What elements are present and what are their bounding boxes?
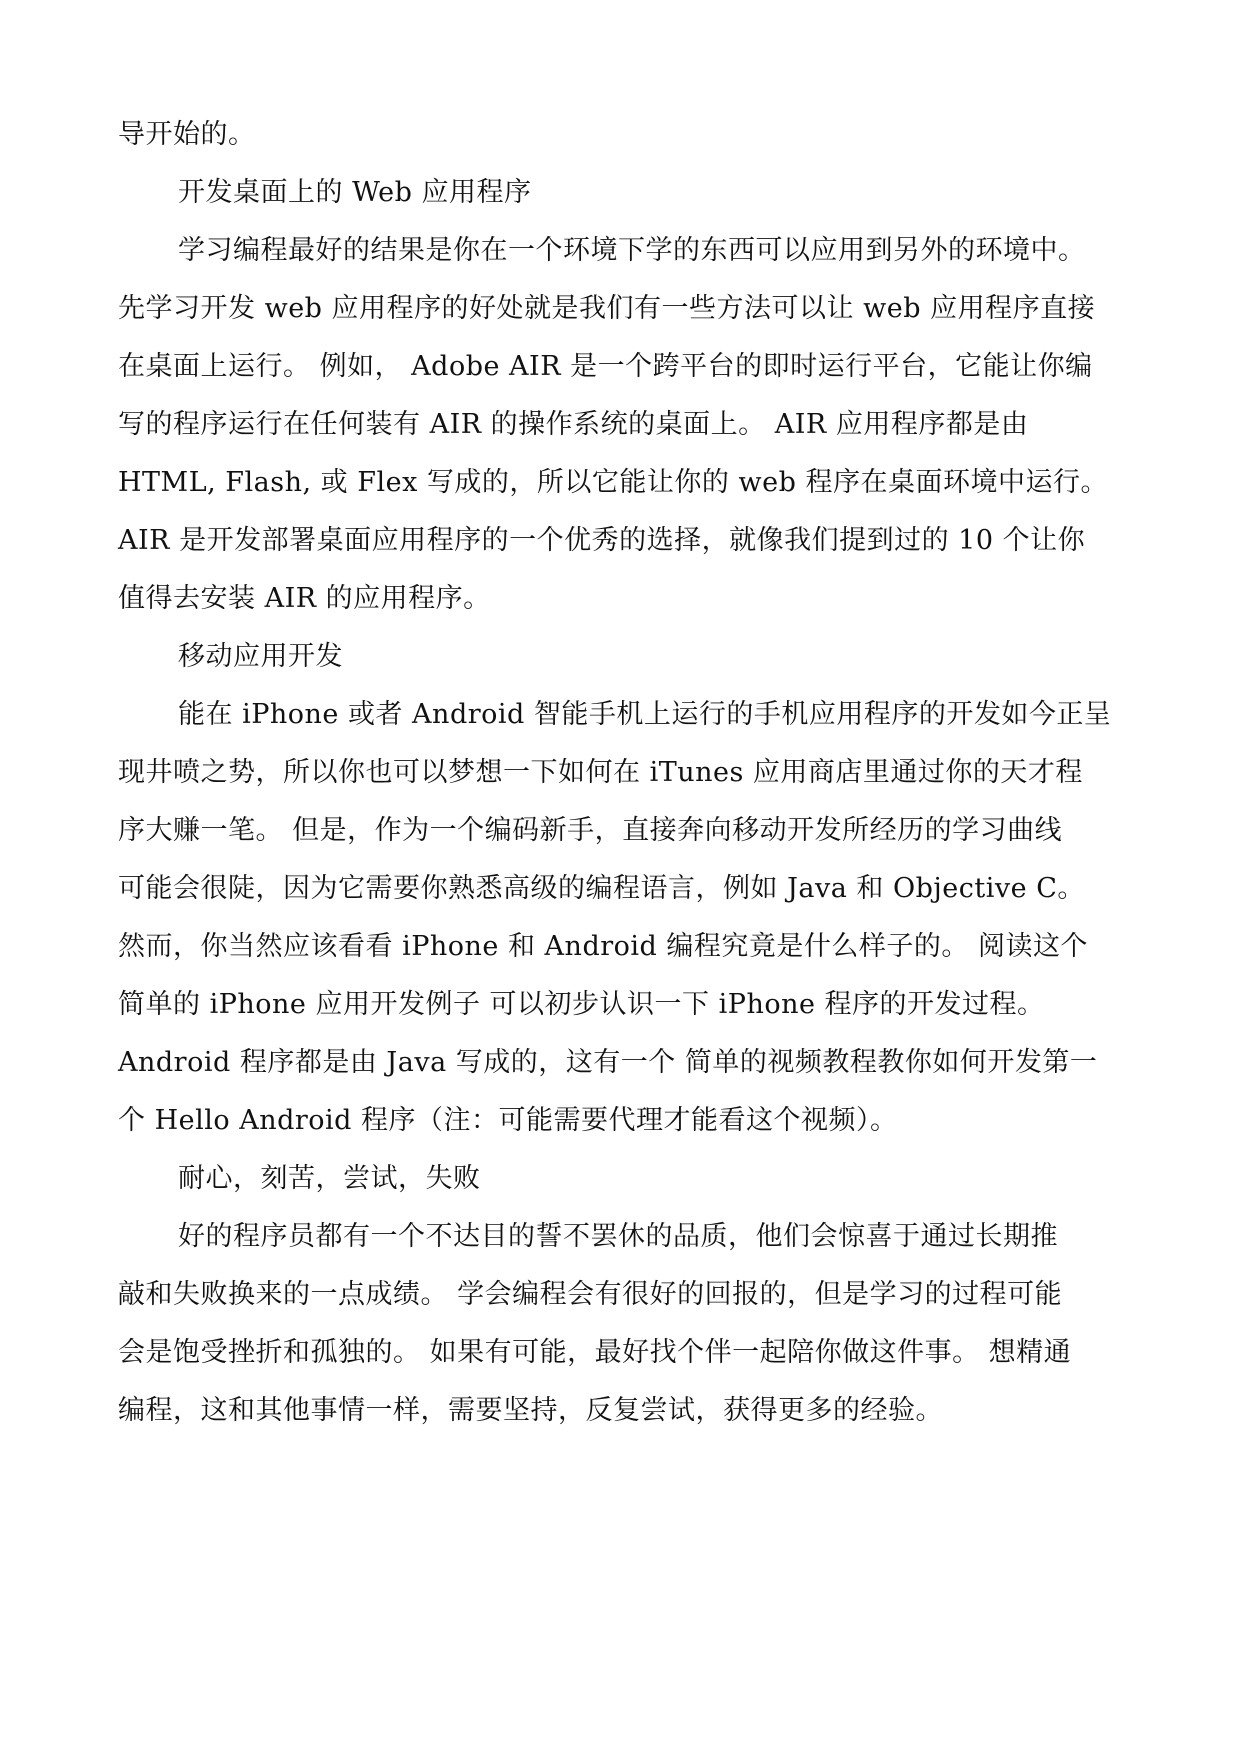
paragraph-line: 在桌面上运行。 例如， Adobe AIR 是一个跨平台的即时运行平台，它能让你编 bbox=[118, 351, 1093, 382]
paragraph-line: 能在 iPhone 或者 Android 智能手机上运行的手机应用程序的开发如今正呈 bbox=[178, 699, 1112, 730]
paragraph-line: AIR 是开发部署桌面应用程序的一个优秀的选择，就像我们提到过的 10 个让你 bbox=[118, 525, 1086, 556]
paragraph-line: Android 程序都是由 Java 写成的，这有一个 简单的视频教程教你如何开发第一 bbox=[118, 1047, 1098, 1078]
paragraph-line: 现井喷之势，所以你也可以梦想一下如何在 iTunes 应用商店里通过你的天才程 bbox=[118, 757, 1083, 788]
paragraph-line: 先学习开发 web 应用程序的好处就是我们有一些方法可以让 web 应用程序直接 bbox=[118, 293, 1096, 324]
paragraph-line: HTML, Flash, 或 Flex 写成的，所以它能让你的 web 程序在桌面环境中运行。 bbox=[118, 467, 1108, 498]
paragraph-line: 敲和失败换来的一点成绩。 学会编程会有很好的回报的，但是学习的过程可能 bbox=[118, 1279, 1063, 1310]
section-heading-patience: 耐心，刻苦，尝试，失败 bbox=[178, 1163, 481, 1194]
paragraph-line: 然而，你当然应该看看 iPhone 和 Android 编程究竟是什么样子的。 阅读这个 bbox=[118, 931, 1088, 962]
paragraph-line: 学习编程最好的结果是你在一个环境下学的东西可以应用到另外的环境中。 bbox=[178, 235, 1086, 266]
paragraph-line: 个 Hello Android 程序（注：可能需要代理才能看这个视频）。 bbox=[118, 1105, 898, 1136]
paragraph-line: 可能会很陡，因为它需要你熟悉高级的编程语言，例如 Java 和 Objective C。 bbox=[118, 873, 1085, 904]
section-heading-mobile: 移动应用开发 bbox=[178, 641, 343, 672]
paragraph-line: 好的程序员都有一个不达目的誓不罢休的品质，他们会惊喜于通过长期推 bbox=[178, 1221, 1058, 1252]
paragraph-line: 值得去安装 AIR 的应用程序。 bbox=[118, 583, 491, 614]
paragraph-line: 编程，这和其他事情一样，需要坚持，反复尝试，获得更多的经验。 bbox=[118, 1395, 943, 1426]
text-line: 导开始的。 bbox=[118, 119, 256, 150]
paragraph-line: 简单的 iPhone 应用开发例子 可以初步认识一下 iPhone 程序的开发过程。 bbox=[118, 989, 1045, 1020]
paragraph-line: 序大赚一笔。 但是，作为一个编码新手，直接奔向移动开发所经历的学习曲线 bbox=[118, 815, 1063, 846]
section-heading-web-desktop: 开发桌面上的 Web 应用程序 bbox=[178, 177, 532, 208]
paragraph-line: 写的程序运行在任何装有 AIR 的操作系统的桌面上。 AIR 应用程序都是由 bbox=[118, 409, 1029, 440]
paragraph-line: 会是饱受挫折和孤独的。 如果有可能，最好找个伴一起陪你做这件事。 想精通 bbox=[118, 1337, 1072, 1368]
